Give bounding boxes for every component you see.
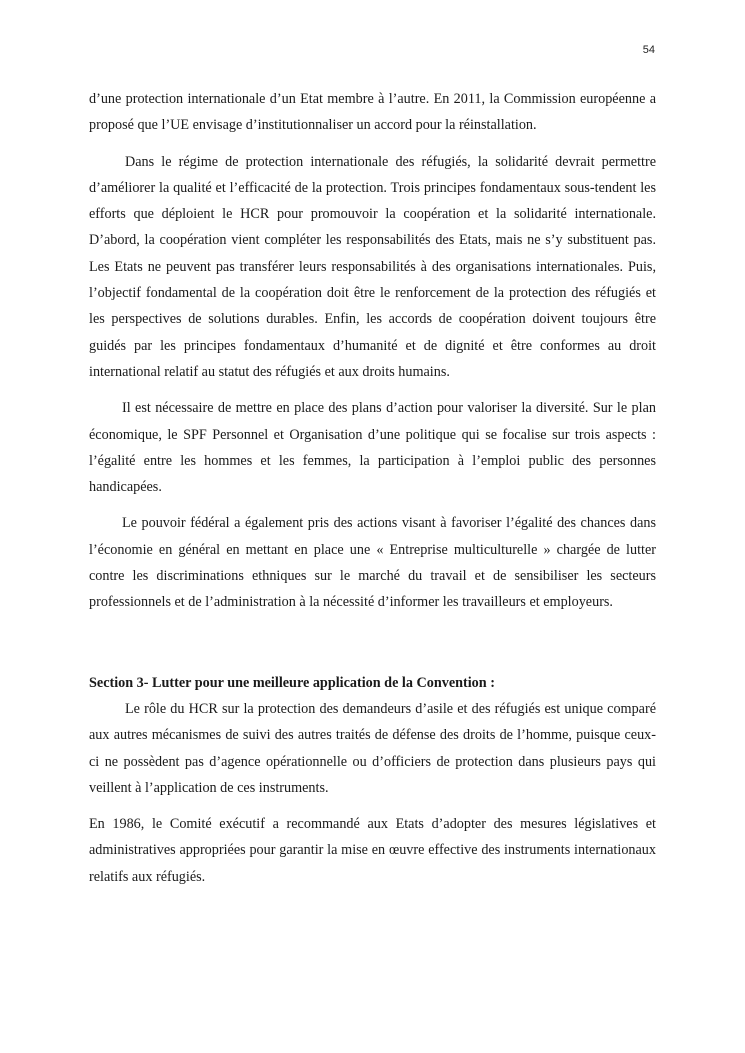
paragraph-hcr-role: Le rôle du HCR sur la protection des demandeurs d’asile et des réfugiés est unique comparé aux autres mécanismes de suivi des autres traités de défense des droits de l’homme, puisque ceux-ci ne possèdent pas d’agence opérationnelle ou d’officiers de protection dans plusieurs pays qui veillent à l’application de ces instruments. — [89, 700, 656, 796]
section-heading: Section 3- Lutter pour une meilleure application de la Convention : — [89, 674, 495, 691]
page-body — [89, 86, 656, 900]
paragraph-executive-committee: En 1986, le Comité exécutif a recommandé aux Etats d’adopter des mesures législatives et administratives appropriées pour garantir la mise en œuvre effective des instruments internationaux relatifs aux réfugiés. — [89, 816, 656, 885]
paragraph-diversity: Il est nécessaire de mettre en place des plans d’action pour valoriser la diversité. Sur le plan économique, le SPF Personnel et Organisation d’une politique qui se focalise sur trois aspects : l’égalité entre les hommes et les femmes, la participation à l’emploi public des personnes handicapées. — [89, 400, 656, 496]
paragraph-solidarity: Dans le régime de protection internationale des réfugiés, la solidarité devrait permettre d’améliorer la qualité et l’efficacité de la protection. Trois principes fondamentaux sous-tendent les efforts que déploient le HCR pour promouvoir la coopération et la solidarité internationale. D’abord, la coopération vient compléter les responsabilités des Etats, mais ne s’y substituent pas. Les Etats ne peuvent pas transférer leurs responsabilités à des organisations internationales. Puis, l’objectif fondamental de la coopération doit être le renforcement de la protection des réfugiés et les perspectives de solutions durables. Enfin, les accords de coopération doivent toujours être guidés par les principes fondamentaux d’humanité et de dignité et être conformes au droit international relatif au statut des réfugiés et aux droits humains. — [89, 153, 656, 380]
paragraph-continuation: d’une protection internationale d’un Etat membre à l’autre. En 2011, la Commission européenne a proposé que l’UE envisage d’institutionnaliser un accord pour la réinstallation. — [89, 91, 656, 134]
page-number: 54 — [642, 44, 655, 56]
paragraph-federal-power: Le pouvoir fédéral a également pris des actions visant à favoriser l’égalité des chances dans l’économie en général en mettant en place une « Entreprise multiculturelle » chargée de lutter contre les discriminations ethniques sur le marché du travail et de sensibiliser les secteurs professionnels et de l’administration à la nécessité d’informer les travailleurs et employeurs. — [89, 515, 656, 611]
